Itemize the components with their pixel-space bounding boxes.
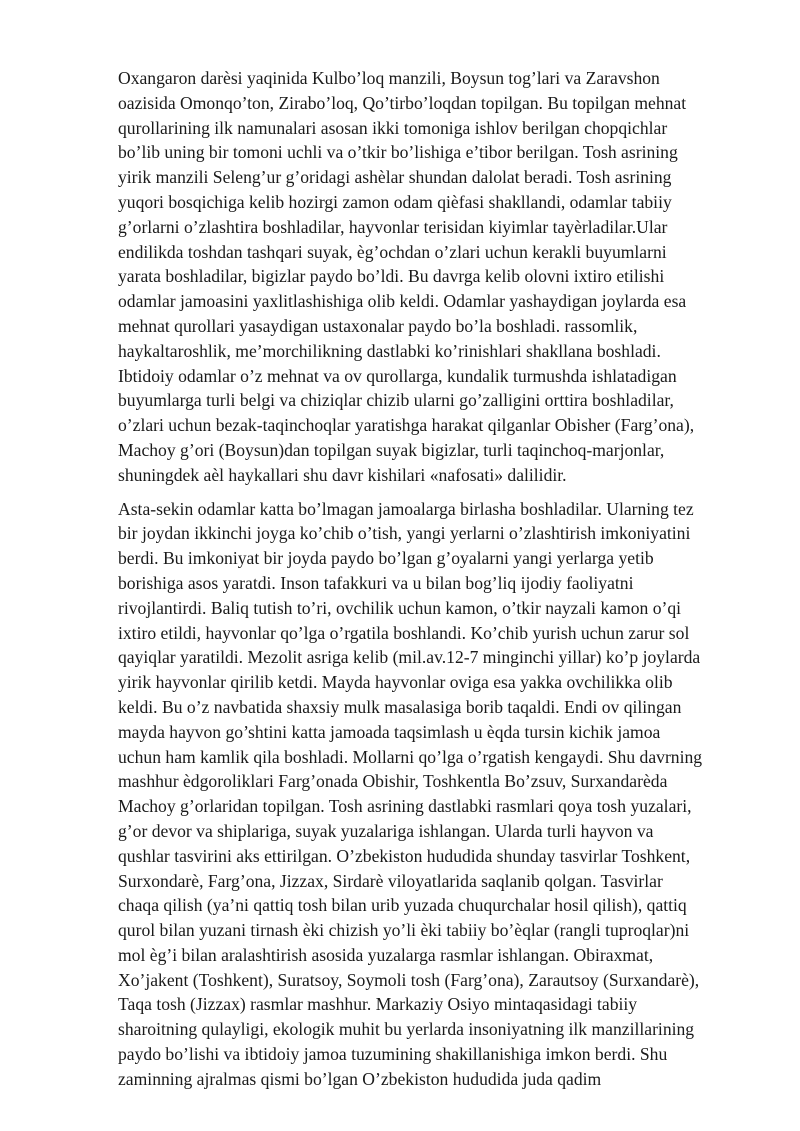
text-line: Ibtidoiy odamlar o’z mehnat va ov qurollarga, kundalik turmushda ishlatadigan: [118, 365, 677, 386]
text-line: Oxangaron darèsi yaqinida Kulbo’loq manzili, Boysun tog’lari va Zaravshon: [118, 68, 660, 88]
text-line: Xo’jakent (Toshkent), Suratsoy, Soymoli tosh (Farg’ona), Zarautsoy (Surxandarè),: [118, 969, 700, 990]
text-line: Asta-sekin odamlar katta bo’lmagan jamoalarga birlasha boshladilar. Ularning tez: [118, 498, 694, 519]
text-line: chaqa qilish (ya’ni qattiq tosh bilan urib yuzada chuqurchalar hosil qilish), qattiq: [118, 895, 687, 916]
text-line: yirik hayvonlar qirilib ketdi. Mayda hayvonlar oviga esa yakka ovchilikka olib: [118, 672, 673, 693]
text-line: oazisida Omonqo’ton, Zirabo’loq, Qo’tirbo’loqdan topilgan. Bu topilgan mehnat: [118, 92, 687, 113]
text-line: odamlar jamoasini yaxlitlashishiga olib keldi. Odamlar yashaydigan joylarda esa: [118, 291, 687, 312]
text-line: endilikda toshdan tashqari suyak, èg’ochdan o’zlari uchun kerakli buyumlarni: [118, 241, 667, 262]
text-line: Surxondarè, Farg’ona, Jizzax, Sirdarè viloyatlarida saqlanib qolgan. Tasvirlar: [118, 870, 663, 891]
text-line: sharoitning qulayligi, ekologik muhit bu yerlarda insoniyatning ilk manzillarining: [118, 1019, 695, 1040]
text-line: qurol bilan yuzani tirnash èki chizish yo’li èki tabiiy bo’èqlar (rangli tuproqlar)ni: [118, 920, 690, 941]
text-line: qayiqlar yaratildi. Mezolit asriga kelib (mil.av.12-7 minginchi yillar) ko’p joylarda: [118, 647, 701, 668]
text-line: Taqa tosh (Jizzax) rasmlar mashhur. Markaziy Osiyo mintaqasidagi tabiiy: [118, 994, 638, 1015]
text-line: ixtiro etildi, hayvonlar qo’lga o’rgatila boshlandi. Ko’chib yurish uchun zarur sol: [118, 622, 690, 643]
text-line: uchun ham kamlik qila boshladi. Mollarni qo’lga o’rgatish kengaydi. Shu davrning: [118, 746, 703, 767]
paragraph-1: [118, 66, 750, 488]
text-line: o’zlari uchun bezak-taqinchoqlar yaratishga harakat qilganlar Obisher (Farg’ona),: [118, 415, 695, 436]
text-line: yirik manzili Seleng’ur g’oridagi ashèlar shundan dalolat beradi. Tosh asrining: [118, 167, 672, 188]
text-line: Machoy g’orlaridan topilgan. Tosh asrining dastlabki rasmlari qoya tosh yuzalari,: [118, 796, 692, 817]
text-line: qurollarining ilk namunalari asosan ikki tomoniga ishlov berilgan chopqichlar: [118, 117, 668, 138]
text-line: zaminning ajralmas qismi bo’lgan O’zbekiston hududida juda qadim: [118, 1068, 602, 1089]
text-line: bir joydan ikkinchi joyga ko’chib o’tish, yangi yerlarni o’zlashtirish imkoniyatini: [118, 523, 691, 544]
text-line: rivojlantirdi. Baliq tutish to’ri, ovchilik uchun kamon, o’tkir nayzali kamon o’qi: [118, 597, 682, 618]
text-line: g’orlarni o’zlashtira boshladilar, hayvonlar terisidan kiyimlar tayèrladilar.Ular: [118, 216, 668, 237]
text-line: buyumlarga turli belgi va chiziqlar chizib ularni go’zalligini orttira boshladilar,: [118, 390, 674, 411]
text-line: paydo bo’lishi va ibtidoiy jamoa tuzumining shakillanishiga imkon berdi. Shu: [118, 1044, 668, 1065]
text-line: berdi. Bu imkoniyat bir joyda paydo bo’lgan g’oyalarni yangi yerlarga yetib: [118, 548, 654, 569]
text-line: borishiga asos yaratdi. Inson tafakkuri va u bilan bog’liq ijodiy faoliyatni: [118, 572, 634, 593]
text-line: mayda hayvon go’shtini katta jamoada taqsimlash u èqda tursin kichik jamoa: [118, 721, 661, 742]
text-line: qushlar tasvirini aks ettirilgan. O’zbekiston hududida shunday tasvirlar Toshkent,: [118, 845, 691, 866]
paragraph-2: [118, 497, 750, 1092]
text-line: mol èg’i bilan aralashtirish asosida yuzalarga rasmlar ishlangan. Obiraxmat,: [118, 944, 654, 965]
text-line: keldi. Bu o’z navbatida shaxsiy mulk masalasiga borib taqaldi. Endi ov qilingan: [118, 696, 682, 717]
text-line: yuqori bosqichiga kelib hozirgi zamon odam qièfasi shakllandi, odamlar tabiiy: [118, 191, 672, 212]
text-line: yarata boshladilar, bigizlar paydo bo’ldi. Bu davrga kelib olovni ixtiro etilishi: [118, 266, 665, 287]
text-line: shuningdek aèl haykallari shu davr kishilari «nafosati» dalilidir.: [118, 464, 567, 485]
text-line: g’or devor va shiplariga, suyak yuzalariga ishlangan. Ularda turli hayvon va: [118, 820, 654, 841]
text-line: haykaltaroshlik, me’morchilikning dastlabki ko’rinishlari shakllana boshladi.: [118, 340, 661, 361]
text-line: mehnat qurollari yasaydigan ustaxonalar paydo bo’la boshladi. rassomlik,: [118, 315, 638, 336]
text-line: mashhur èdgoroliklari Farg’onada Obishir, Toshkentla Bo’zsuv, Surxandarèda: [118, 771, 668, 792]
document-page: [118, 66, 750, 1092]
text-line: Machoy g’ori (Boysun)dan topilgan suyak bigizlar, turli taqinchoq-marjonlar,: [118, 439, 665, 460]
text-line: bo’lib uning bir tomoni uchli va o’tkir bo’lishiga e’tibor berilgan. Tosh asrining: [118, 142, 678, 163]
